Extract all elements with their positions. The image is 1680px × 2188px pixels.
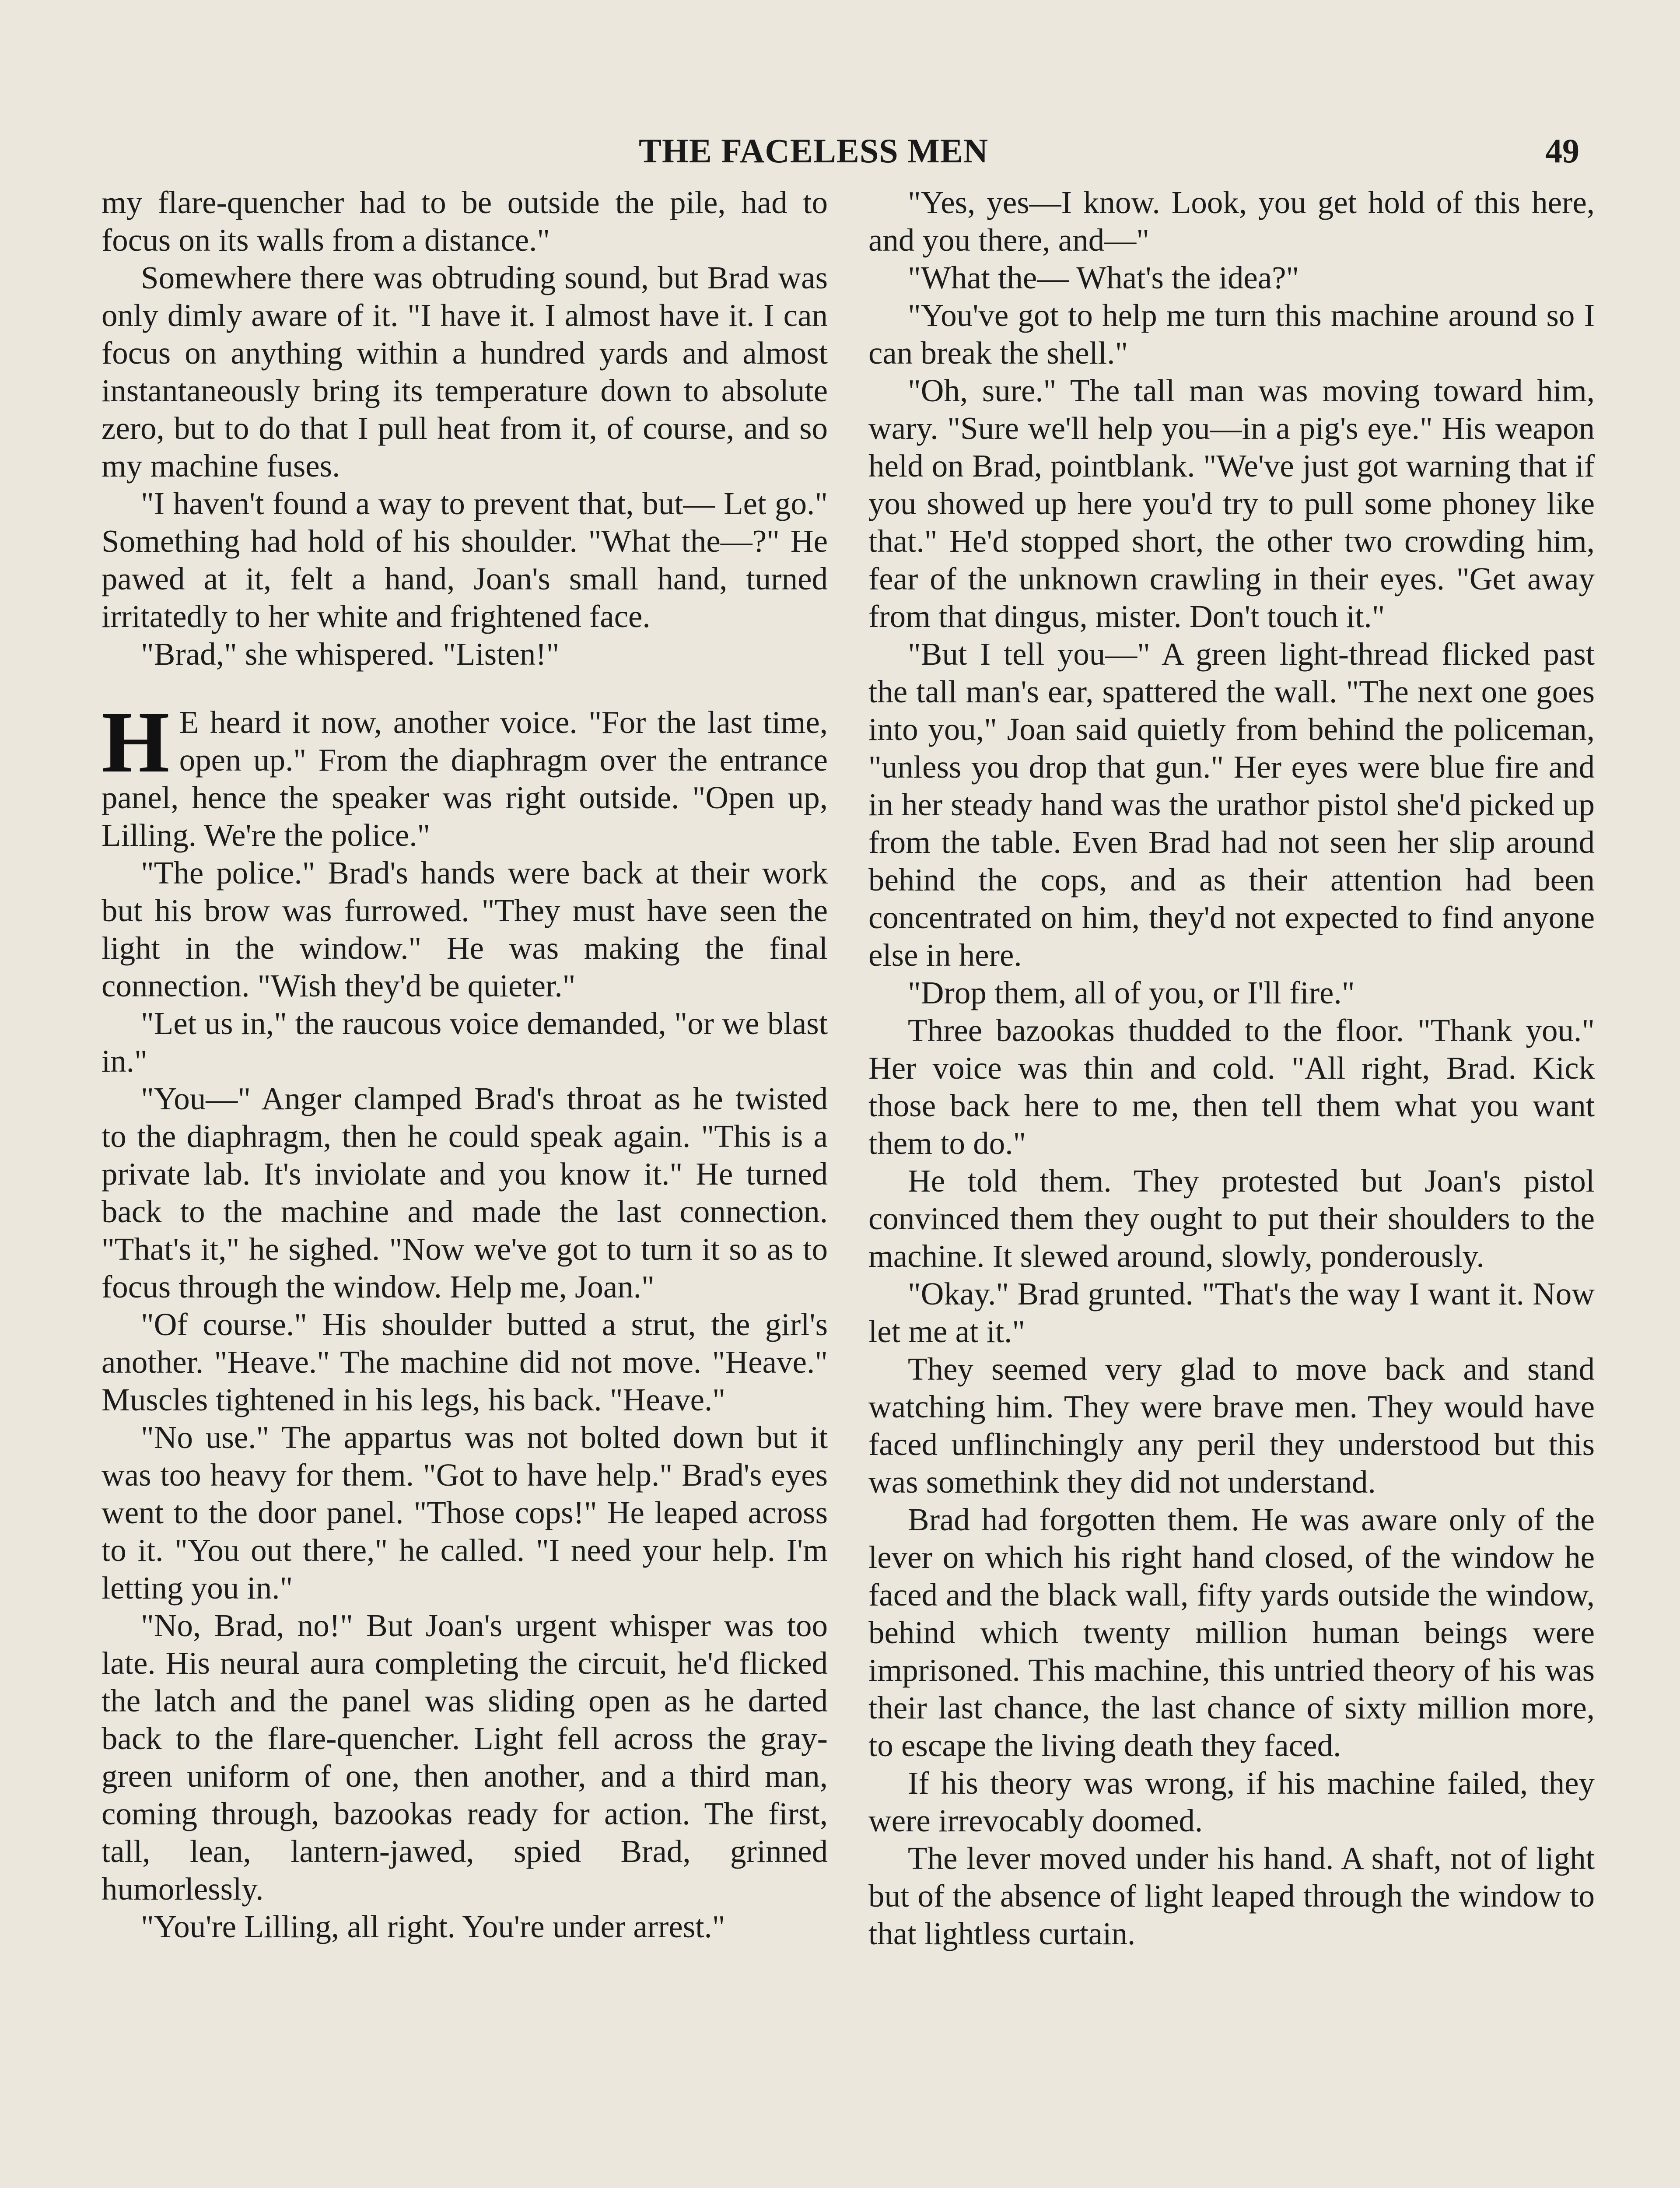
right-column [868, 184, 1595, 1953]
paragraph: "Drop them, all of you, or I'll fire." [908, 975, 1355, 1010]
paragraph: If his theory was wrong, if his machine failed, they were irrevocably doomed. [868, 1765, 1595, 1838]
paragraph: "Oh, sure." The tall man was moving toward him, wary. "Sure we'll help you—in a pig's eye." His weapon held on Brad, pointblank. "We've just got warning that if you showed up here you'd try to pull some phoney like that." He'd stopped short, the other two crowding him, fear of the unknown crawling in their eyes. "Get away from that dingus, mister. Don't touch it." [868, 373, 1595, 634]
paragraph: "Of course." His shoulder butted a strut, the girl's another. "Heave." The machine did not move. "Heave." Muscles tightened in his legs, his back. "Heave." [102, 1307, 828, 1417]
paragraph: The lever moved under his hand. A shaft, not of light but of the absence of light leaped through the window to that lightless curtain. [868, 1841, 1595, 1951]
paragraph: "Okay." Brad grunted. "That's the way I want it. Now let me at it." [868, 1276, 1595, 1349]
paragraph: He told them. They protested but Joan's pistol convinced them they ought to put their shoulders to the machine. It slewed around, slowly, ponderously. [868, 1163, 1595, 1274]
paragraph: "But I tell you—" A green light-thread flicked past the tall man's ear, spattered the wall. "The next one goes into you," Joan said quietly from behind the policeman, "unless you drop that gun." Her eyes were blue fire and in her steady hand was the urathor pistol she'd picked up from the table. Even Brad had not seen her slip around behind the cops, and as their attention had been concentrated on him, they'd not expected to find anyone else in here. [868, 636, 1595, 973]
paragraph: "I haven't found a way to prevent that, but— Let go." Something had hold of his shoulder. "What the—?" He pawed at it, felt a hand, Joan's small hand, turned irritatedly to her white and frightened face. [102, 486, 828, 634]
page-number: 49 [1545, 132, 1579, 170]
paragraph: "Yes, yes—I know. Look, you get hold of this here, and you there, and—" [868, 185, 1595, 258]
paragraph: "You—" Anger clamped Brad's throat as he twisted to the diaphragm, then he could speak again. "This is a private lab. It's inviolate and you know it." He turned back to the machine and made the last connection. "That's it," he sighed. "Now we've got to turn it so as to focus through the window. Help me, Joan." [102, 1081, 828, 1304]
paragraph: Brad had forgotten them. He was aware only of the lever on which his right hand closed, of the window he faced and the black wall, fifty yards outside the window, behind which twenty million human beings were imprisoned. This machine, this untried theory of his was their last chance, the last chance of sixty million more, to escape the living death they faced. [868, 1502, 1595, 1763]
paragraph: "Let us in," the raucous voice demanded, "or we blast in." [102, 1006, 828, 1079]
paragraph: "The police." Brad's hands were back at their work but his brow was furrowed. "They must have seen the light in the window." He was making the final connection. "Wish they'd be quieter." [102, 855, 828, 1003]
running-title: THE FACELESS MEN [639, 132, 989, 170]
paragraph: They seemed very glad to move back and stand watching him. They were brave men. They would have faced unflinchingly any peril they understood but this was somethink they did not understand. [868, 1351, 1595, 1500]
paragraph: "You've got to help me turn this machine around so I can break the shell." [868, 298, 1595, 371]
left-column [102, 184, 828, 1946]
paragraph: Three bazookas thudded to the floor. "Thank you." Her voice was thin and cold. "All right, Brad. Kick those back here to me, then tell them what you want them to do." [868, 1013, 1595, 1161]
drop-cap: H [102, 694, 170, 791]
paragraph: "No use." The appartus was not bolted down but it was too heavy for them. "Got to have help." Brad's eyes went to the door panel. "Those cops!" He leaped across to it. "You out there," he called. "I need your help. I'm letting you in." [102, 1420, 828, 1606]
paragraph: "No, Brad, no!" But Joan's urgent whisper was too late. His neural aura completing the circuit, he'd flicked the latch and the panel was sliding open as he darted back to the flare-quencher. Light fell across the gray-green uniform of one, then another, and a third man, coming through, bazookas ready for action. The first, tall, lean, lantern-jawed, spied Brad, grinned humorlessly. [102, 1608, 828, 1907]
paragraph: my flare-quencher had to be outside the pile, had to focus on its walls from a distance." [102, 185, 828, 258]
section-opening-paragraph [102, 694, 828, 854]
paragraph: "What the— What's the idea?" [908, 260, 1299, 295]
paragraph: "You're Lilling, all right. You're under arrest." [141, 1909, 725, 1944]
paragraph-text: E heard it now, another voice. "For the last time, open up." From the diaphragm over the entrance panel, hence the speaker was right outside. "Open up, Lilling. We're the police." [102, 705, 828, 853]
paragraph: "Brad," she whispered. "Listen!" [141, 636, 560, 672]
paragraph: Somewhere there was obtruding sound, but Brad was only dimly aware of it. "I have it. I almost have it. I can focus on anything within a hundred yards and almost instantaneously bring its temperature down to absolute zero, but to do that I pull heat from it, of course, and so my machine fuses. [102, 260, 828, 484]
